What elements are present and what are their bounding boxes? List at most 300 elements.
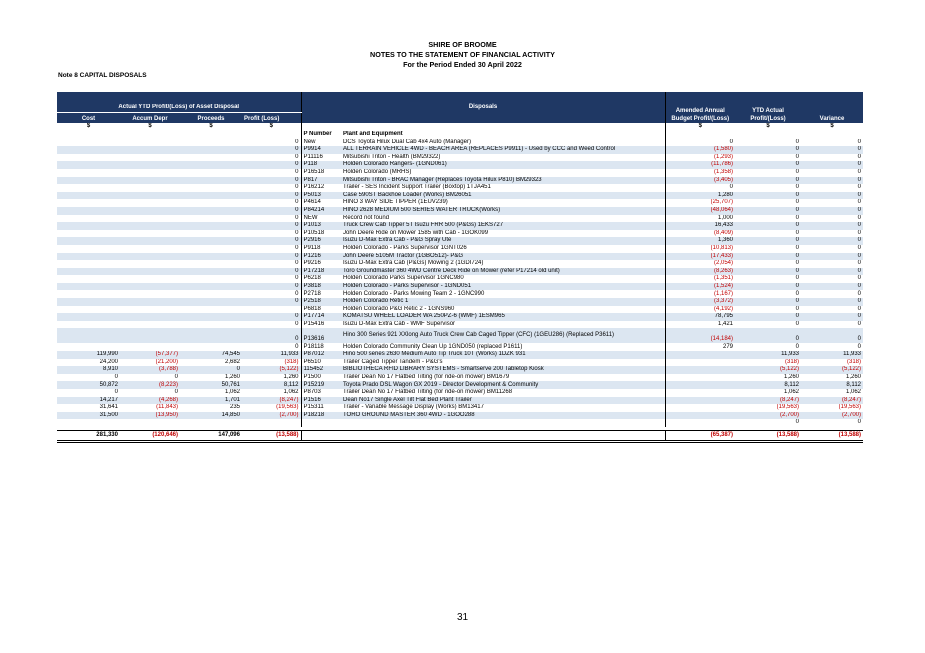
cell-ytd: 0	[735, 146, 801, 154]
cell-accum: 0	[174, 373, 178, 380]
cell-proceeds	[180, 184, 242, 192]
cell-proceeds: 235	[229, 404, 240, 411]
cell-cost	[57, 290, 120, 298]
col-header-ytd: YTD Actual Profit/(Loss)	[735, 92, 801, 123]
cell-cost	[57, 328, 120, 343]
total-ytd: (13,588)	[735, 430, 801, 441]
cell-pnum: P1216	[301, 253, 341, 261]
cell-budget	[665, 419, 735, 427]
cell-accum	[120, 321, 180, 329]
cell-pnum: P17218	[301, 268, 341, 276]
col-header-profit: Profit (Loss)	[242, 113, 301, 124]
cell-pnum: P9118	[303, 245, 321, 251]
cell-budget	[665, 397, 735, 405]
cell-budget	[665, 359, 735, 367]
cell-budget: (3,405)	[665, 177, 735, 185]
cell-ytd: 0	[795, 184, 799, 191]
table-row	[57, 237, 863, 245]
cell-proceeds	[180, 146, 242, 154]
cell-profit: 0	[242, 215, 301, 223]
cell-profit: 0	[242, 169, 301, 177]
table-row	[57, 207, 863, 215]
table-row	[57, 351, 863, 359]
unit-proceeds: $	[180, 123, 242, 131]
cell-pnum: P15311	[303, 404, 324, 411]
cell-desc: Hino 300 Series 921 XXlong Auto Truck Crew Cab Caged Tipper (CFC) (1GEU286) (Replaced P3611)	[341, 328, 665, 343]
table-row	[57, 275, 863, 283]
cell-ytd: (318)	[784, 358, 799, 365]
cell-variance: 0	[857, 343, 861, 350]
cell-ytd: (5,122)	[735, 366, 801, 374]
cell-pnum: P6818	[303, 305, 321, 312]
cell-cost	[57, 306, 120, 314]
cell-budget: (10,813)	[710, 245, 733, 251]
cell-variance: 0	[857, 305, 861, 312]
cell-desc: John Deere Ride on Mower 1585 with Cab - 1GOK099	[341, 230, 665, 238]
cell-ytd: 1,260	[783, 373, 799, 380]
table-row	[57, 161, 863, 169]
cell-cost	[57, 192, 120, 200]
cell-budget: 1,360	[665, 237, 735, 245]
cell-pnum: P9216	[303, 260, 321, 267]
cell-pnum: P6218	[303, 275, 321, 282]
cell-desc: HINO 3 WAY SIDE TIPPER (1EUV239)	[341, 199, 665, 207]
cell-accum	[120, 199, 180, 207]
cell-accum: (21,200)	[155, 358, 178, 365]
cell-budget: (1,293)	[713, 153, 733, 160]
cell-ytd: 0	[735, 207, 801, 215]
cell-budget: 0	[729, 138, 733, 145]
cell-desc: Holden Colorado Rangers- (1GND061)	[341, 161, 665, 169]
cell-variance: 0	[857, 229, 861, 236]
cell-proceeds	[180, 283, 242, 291]
table-row	[57, 298, 863, 306]
cell-proceeds	[180, 313, 242, 321]
cell-cost	[57, 253, 120, 261]
cell-ytd: 0	[795, 275, 799, 282]
cell-profit: (318)	[242, 359, 301, 367]
cell-pnum: P16518	[303, 169, 325, 176]
cell-ytd: 0	[795, 343, 799, 350]
cell-cost: 24,200	[99, 358, 118, 365]
cell-variance: 0	[801, 207, 863, 215]
cell-accum	[120, 328, 180, 343]
cell-budget: (2,054)	[713, 260, 733, 267]
cell-budget	[665, 351, 735, 359]
cell-ytd: 11,933	[735, 351, 801, 359]
cell-budget: 1,421	[717, 320, 733, 327]
cell-variance: 0	[801, 146, 863, 154]
cell-desc: Isuzu D-Max Extra Cab - WMF Supervisor	[341, 321, 665, 329]
unit-budget: $	[665, 123, 735, 131]
cell-variance: 0	[801, 298, 863, 306]
cell-accum: (57,377)	[120, 351, 180, 359]
cell-proceeds	[180, 328, 242, 343]
unit-cost: $	[57, 123, 120, 131]
cell-profit: 0	[242, 298, 301, 306]
cell-pnum: P1500	[303, 373, 321, 380]
cell-budget: 279	[722, 343, 733, 350]
unit-ytd: $	[735, 123, 801, 131]
cell-ytd: 0	[735, 328, 801, 343]
cell-cost	[57, 298, 120, 306]
cell-cost	[57, 139, 120, 147]
cell-desc: Holden Colorado P&G Retic 2 - 1GNS960	[341, 306, 665, 314]
unit-variance: $	[801, 123, 863, 131]
cell-cost: 50,872	[57, 381, 120, 389]
cell-variance: 0	[857, 214, 861, 221]
cell-desc: TORO GROUND MASTER 360 4WD - 1GOO288	[341, 412, 665, 420]
cell-proceeds	[180, 275, 242, 283]
cell-accum	[120, 313, 180, 321]
cell-budget: 0	[729, 184, 733, 191]
cell-proceeds	[180, 154, 242, 162]
cell-cost	[57, 146, 120, 154]
cell-cost: 31,641	[99, 404, 118, 411]
cell-ytd: 0	[735, 298, 801, 306]
cell-profit: 0	[242, 207, 301, 215]
capital-disposals-table	[57, 92, 863, 443]
cell-variance: 0	[857, 184, 861, 191]
cell-ytd: (2,700)	[735, 412, 801, 420]
cell-proceeds	[180, 268, 242, 276]
cell-variance: 0	[857, 169, 861, 176]
table-row	[57, 328, 863, 343]
cell-variance: 0	[857, 138, 861, 145]
cell-cost: 119,990	[57, 351, 120, 359]
cell-variance: 0	[801, 283, 863, 291]
cell-accum	[120, 268, 180, 276]
cell-cost: 0	[114, 373, 118, 380]
cell-ytd: 0	[795, 169, 799, 176]
cell-accum	[120, 275, 180, 283]
cell-profit: 0	[242, 184, 301, 192]
cell-variance: (5,122)	[801, 366, 863, 374]
cell-ytd: 0	[735, 192, 801, 200]
cell-variance: 11,933	[801, 351, 863, 359]
cell-profit: 8,112	[242, 381, 301, 389]
cell-cost	[57, 184, 120, 192]
cell-pnum: P1516	[301, 397, 341, 405]
cell-accum	[120, 237, 180, 245]
cell-pnum: New	[303, 138, 316, 145]
cell-accum	[120, 260, 180, 268]
cell-desc	[341, 419, 665, 427]
page-number: 31	[456, 612, 469, 623]
cell-pnum: P84214	[301, 207, 341, 215]
col-header-accum: Accum Depr	[120, 113, 180, 124]
cell-variance: 0	[801, 313, 863, 321]
total-profit: (13,588)	[242, 430, 301, 441]
cell-proceeds	[180, 207, 242, 215]
cell-desc: Trailer Caged Tipper Tandem - P&G's	[341, 359, 665, 367]
cell-accum: (4,268)	[120, 397, 180, 405]
cell-variance: 0	[857, 419, 861, 426]
col-header-cost: Cost	[57, 113, 120, 124]
cell-desc: Trailer - Variable Message Display (Works) BM13417	[341, 404, 665, 412]
cell-budget: (8,263)	[665, 268, 735, 276]
cell-accum	[120, 139, 180, 147]
cell-budget: (1,358)	[713, 169, 733, 176]
table-row	[57, 154, 863, 162]
cell-budget	[665, 412, 735, 420]
cell-accum	[120, 154, 180, 162]
cell-variance: 0	[801, 268, 863, 276]
cell-budget: 1,000	[717, 214, 733, 221]
cell-cost	[57, 230, 120, 238]
cell-accum	[120, 343, 180, 351]
cell-budget	[665, 381, 735, 389]
cell-profit: 0	[242, 245, 301, 253]
cell-variance: 0	[801, 222, 863, 230]
cell-budget: (1,524)	[665, 283, 735, 291]
cell-profit: 0	[242, 222, 301, 230]
cell-profit	[242, 306, 301, 314]
cell-variance: 0	[857, 320, 861, 327]
table-row	[57, 306, 863, 314]
cell-variance: 0	[857, 245, 861, 251]
cell-desc: ALL TERRAIN VEHICLE 4WD - BEACH AREA (REPLACES P9911) - Used by CCC and Weed Control	[341, 146, 665, 154]
cell-cost	[57, 177, 120, 185]
cell-cost	[57, 199, 120, 207]
cell-ytd: 0	[735, 283, 801, 291]
cell-ytd: 0	[795, 245, 799, 251]
cell-profit: 0	[242, 268, 301, 276]
cell-budget: (48,064)	[665, 207, 735, 215]
cell-cost	[57, 161, 120, 169]
cell-proceeds: 2,682	[224, 358, 240, 365]
cell-budget	[665, 404, 735, 412]
col-header-proceeds: Proceeds	[180, 113, 242, 124]
cell-variance: 0	[801, 177, 863, 185]
cell-desc: Record not found	[341, 215, 665, 223]
cell-proceeds: 14,850	[180, 412, 242, 420]
cell-budget: 16,433	[665, 222, 735, 230]
cell-desc: Case 590ST Backhoe Loader (Works) BM26051	[341, 192, 665, 200]
cell-cost	[57, 237, 120, 245]
cell-cost: 14,217	[57, 397, 120, 405]
cell-accum	[120, 161, 180, 169]
cell-accum: (8,223)	[120, 381, 180, 389]
table-row	[57, 366, 863, 374]
disposals-header: Disposals	[301, 92, 665, 123]
table-row	[57, 321, 863, 329]
cell-proceeds: 74,545	[180, 351, 242, 359]
cell-profit: 0	[242, 260, 301, 268]
table-row	[57, 245, 863, 253]
cell-desc: Trailer - SES Incident Support Trailer (Boxtop) 1TJA451	[341, 184, 665, 192]
table-row	[57, 230, 863, 238]
cell-variance: (8,247)	[801, 397, 863, 405]
cell-cost	[57, 283, 120, 291]
cell-accum: (13,950)	[120, 412, 180, 420]
total-cost: 281,330	[57, 430, 120, 441]
cell-ytd: 0	[795, 153, 799, 160]
cell-budget: (14,184)	[665, 328, 735, 343]
section-title: Plant and Equipment	[341, 131, 665, 139]
cell-desc: Holden Colorado Parks Supervisor 1GNC980	[341, 275, 665, 283]
cell-budget: (3,372)	[665, 298, 735, 306]
cell-variance: 1,062	[845, 389, 861, 396]
cell-accum	[120, 306, 180, 314]
cell-cost: 0	[114, 389, 118, 396]
cell-cost	[57, 260, 120, 268]
note-title: Note 8 CAPITAL DISPOSALS	[58, 72, 147, 79]
cell-cost	[57, 207, 120, 215]
table-row	[57, 313, 863, 321]
cell-profit: 0	[242, 343, 301, 351]
cell-variance: (19,563)	[838, 404, 861, 411]
cell-budget: (25,707)	[710, 199, 733, 206]
cell-proceeds: 1,062	[224, 389, 240, 396]
table-row	[57, 199, 863, 207]
cell-ytd: 1,062	[783, 389, 799, 396]
cell-ytd: 0	[735, 177, 801, 185]
cell-profit: 0	[242, 313, 301, 321]
cell-ytd: 0	[735, 237, 801, 245]
cell-accum: (3,788)	[120, 366, 180, 374]
cell-pnum: NEW	[303, 214, 318, 221]
cell-cost	[57, 321, 120, 329]
cell-ytd: 0	[795, 260, 799, 267]
cell-profit: (5,122)	[242, 366, 301, 374]
cell-budget: (11,786)	[665, 161, 735, 169]
cell-pnum: P5013	[301, 192, 341, 200]
cell-pnum: P11116	[303, 153, 323, 160]
cell-desc: KOMATSU WHEEL LOADER WA 250PZ-6 (WMF) 1ESM965	[341, 313, 665, 321]
total-proceeds: 147,096	[180, 430, 242, 441]
table-row	[57, 374, 863, 382]
cell-variance: 1,260	[845, 373, 861, 380]
cell-proceeds	[180, 222, 242, 230]
cell-profit: 0	[242, 199, 301, 207]
cell-proceeds: 50,761	[180, 381, 242, 389]
cell-accum	[120, 177, 180, 185]
cell-pnum: P817	[301, 177, 341, 185]
cell-variance: 0	[801, 192, 863, 200]
cell-budget: (1,351)	[713, 275, 733, 282]
cell-accum	[120, 290, 180, 298]
cell-ytd: 0	[795, 229, 799, 236]
cell-accum: 0	[174, 389, 178, 396]
cell-desc: Dean No17 Single Axel Tilt Flat Bed Plant Trailer	[341, 397, 665, 405]
cell-pnum	[301, 419, 341, 427]
cell-profit	[242, 419, 301, 427]
cell-proceeds	[180, 245, 242, 253]
unit-accum: $	[120, 123, 180, 131]
cell-cost	[57, 313, 120, 321]
cell-profit: 0	[242, 177, 301, 185]
cell-cost: 8,910	[57, 366, 120, 374]
cell-pnum: P2718	[303, 290, 321, 297]
cell-profit: 1,062	[242, 389, 301, 397]
cell-pnum: P18118	[303, 343, 324, 350]
report-period: For the Period Ended 30 April 2022	[403, 60, 522, 69]
cell-desc: BIBLIOTHECA RFID LIBRARY SYSTEMS - Smartserve 200 Tabletop Kiosk	[341, 366, 665, 374]
cell-profit: 1,260	[242, 374, 301, 382]
cell-proceeds	[180, 306, 242, 314]
cell-desc: Holden Colorado Community Clean Up 1GND050 (replaced P1611)	[341, 343, 665, 351]
table-row	[57, 139, 863, 147]
cell-profit: 0	[242, 192, 301, 200]
cell-desc: Holden Colorado - Parks Mowing Team 2 - 1GNC990	[341, 290, 665, 298]
cell-pnum: P6510	[303, 358, 321, 365]
cell-desc: Mitsubishi Triton - Health (BM29322)	[341, 154, 665, 162]
cell-cost	[57, 222, 120, 230]
cell-budget	[665, 389, 735, 397]
table-row	[57, 177, 863, 185]
cell-pnum: P118	[301, 161, 341, 169]
table-row	[57, 359, 863, 367]
table-row	[57, 169, 863, 177]
cell-ytd: 0	[735, 313, 801, 321]
cell-desc: Isuzu D-Max Extra Cab - P&G Spray Ute	[341, 237, 665, 245]
cell-desc: DCS Toyota Hilux Dual Cab 4x4 Auto (Manager)	[341, 139, 665, 147]
table-row	[57, 381, 863, 389]
cell-pnum: P10518	[303, 229, 325, 236]
cell-accum	[120, 419, 180, 427]
table-row	[57, 412, 863, 420]
cell-profit: (2,700)	[242, 412, 301, 420]
cell-proceeds	[180, 139, 242, 147]
cell-desc: Holden Colorado - Parks Supervisor 1GNT026	[341, 245, 665, 253]
table-row	[57, 192, 863, 200]
cell-profit: 0	[242, 275, 301, 283]
cell-proceeds	[180, 290, 242, 298]
cell-proceeds: 1,260	[224, 373, 240, 380]
cell-budget: (4,192)	[713, 305, 733, 312]
cell-ytd: 0	[795, 138, 799, 145]
cell-budget: 1,280	[665, 192, 735, 200]
cell-pnum: 115452	[301, 366, 341, 374]
cell-desc: John Deere 5105M Tractor (1GBO512)- P&G	[341, 253, 665, 261]
cell-proceeds	[180, 253, 242, 261]
cell-ytd: 0	[735, 253, 801, 261]
cell-pnum: P8703	[303, 389, 321, 396]
cell-cost	[57, 268, 120, 276]
total-variance: (13,588)	[801, 430, 863, 441]
cell-pnum: P18218	[301, 412, 341, 420]
cell-profit: 0	[242, 253, 301, 261]
cell-profit: 0	[242, 328, 301, 343]
cell-proceeds	[180, 260, 242, 268]
cell-pnum: P2518	[301, 298, 341, 306]
cell-ytd: (19,563)	[776, 404, 799, 411]
table-row	[57, 253, 863, 261]
group-header: Actual YTD Profit/(Loss) of Asset Disposal	[57, 104, 301, 113]
cell-pnum: P16212	[303, 184, 325, 191]
cell-budget	[665, 366, 735, 374]
cell-pnum: P17714	[301, 313, 341, 321]
cell-desc: Toyota Prado DSL Wagon GX 2019 - Director Development & Community	[341, 381, 665, 389]
cell-pnum: P3818	[301, 283, 341, 291]
cell-cost: 31,500	[57, 412, 120, 420]
table-row	[57, 404, 863, 412]
cell-profit: (19,563)	[242, 404, 301, 412]
cell-accum	[120, 146, 180, 154]
cell-ytd: (8,247)	[735, 397, 801, 405]
cell-variance: 8,112	[801, 381, 863, 389]
cell-proceeds	[180, 169, 242, 177]
total-budget: (65,387)	[665, 430, 735, 441]
cell-accum	[120, 222, 180, 230]
cell-accum	[120, 283, 180, 291]
cell-proceeds	[180, 177, 242, 185]
table-row	[57, 222, 863, 230]
cell-profit: 0	[242, 283, 301, 291]
cell-pnum: P9914	[301, 146, 341, 154]
cell-proceeds	[180, 161, 242, 169]
